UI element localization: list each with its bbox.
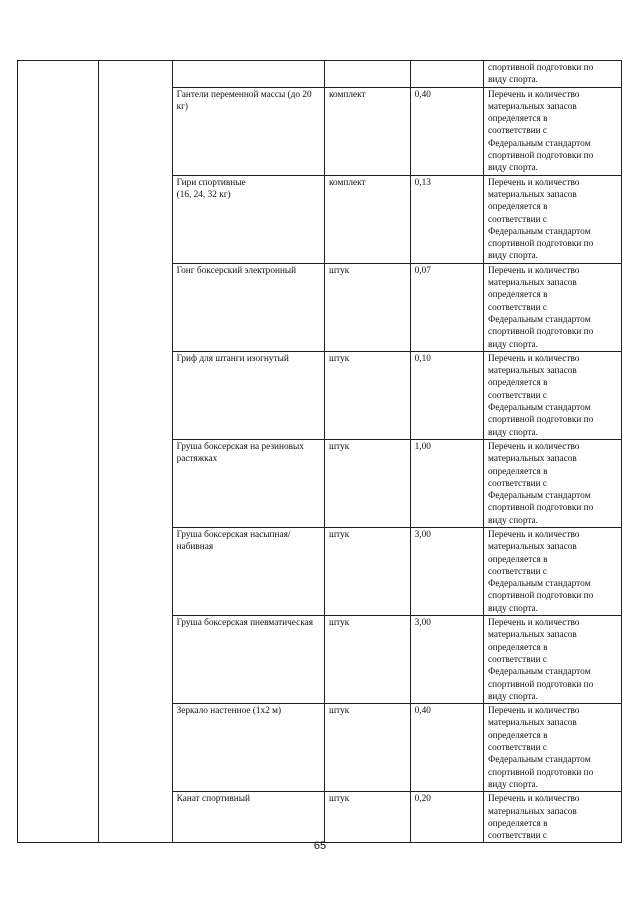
cell-note: Перечень и количество материальных запасов определяется в соответствии с Федеральным стандартом спортивной подготовки по виду спорта. xyxy=(484,263,622,351)
cell-qty: 3,00 xyxy=(410,527,483,615)
cell-note: Перечень и количество материальных запасов определяется в соответствии с xyxy=(484,792,622,843)
cell-note: спортивной подготовки по виду спорта. xyxy=(484,61,622,88)
cell-qty: 0,40 xyxy=(410,87,483,175)
cell-note: Перечень и количество материальных запасов определяется в соответствии с Федеральным стандартом спортивной подготовки по виду спорта. xyxy=(484,616,622,704)
cell-qty: 0,13 xyxy=(410,175,483,263)
cell-unit: комплект xyxy=(324,175,410,263)
cell-note: Перечень и количество материальных запасов определяется в соответствии с Федеральным стандартом спортивной подготовки по виду спорта. xyxy=(484,87,622,175)
cell-unit: штук xyxy=(324,439,410,527)
page-number: 65 xyxy=(313,840,327,852)
cell-qty: 1,00 xyxy=(410,439,483,527)
merged-cell-col1 xyxy=(18,61,99,843)
cell-unit: штук xyxy=(324,351,410,439)
cell-name: Гири спортивные (16, 24, 32 кг) xyxy=(172,175,324,263)
cell-name: Груша боксерская насыпная/набивная xyxy=(172,527,324,615)
cell-name: Зеркало настенное (1х2 м) xyxy=(172,704,324,792)
cell-name xyxy=(172,61,324,88)
cell-note: Перечень и количество материальных запасов определяется в соответствии с Федеральным стандартом спортивной подготовки по виду спорта. xyxy=(484,439,622,527)
cell-qty: 0,10 xyxy=(410,351,483,439)
cell-unit: штук xyxy=(324,527,410,615)
cell-qty xyxy=(410,61,483,88)
cell-note: Перечень и количество материальных запасов определяется в соответствии с Федеральным стандартом спортивной подготовки по виду спорта. xyxy=(484,527,622,615)
cell-unit: штук xyxy=(324,704,410,792)
cell-name: Груша боксерская на резиновых растяжках xyxy=(172,439,324,527)
cell-note: Перечень и количество материальных запасов определяется в соответствии с Федеральным стандартом спортивной подготовки по виду спорта. xyxy=(484,175,622,263)
cell-qty: 3,00 xyxy=(410,616,483,704)
cell-unit: штук xyxy=(324,616,410,704)
cell-note: Перечень и количество материальных запасов определяется в соответствии с Федеральным стандартом спортивной подготовки по виду спорта. xyxy=(484,351,622,439)
cell-name: Канат спортивный xyxy=(172,792,324,843)
equipment-table xyxy=(17,60,622,843)
cell-note: Перечень и количество материальных запасов определяется в соответствии с Федеральным стандартом спортивной подготовки по виду спорта. xyxy=(484,704,622,792)
cell-unit xyxy=(324,61,410,88)
cell-name: Груша боксерская пневматическая xyxy=(172,616,324,704)
cell-unit: штук xyxy=(324,263,410,351)
cell-name: Гриф для штанги изогнутый xyxy=(172,351,324,439)
merged-cell-col2 xyxy=(99,61,172,843)
cell-name: Гантели переменной массы (до 20 кг) xyxy=(172,87,324,175)
cell-qty: 0,40 xyxy=(410,704,483,792)
cell-unit: комплект xyxy=(324,87,410,175)
cell-qty: 0,07 xyxy=(410,263,483,351)
table-row-continued xyxy=(18,61,622,88)
cell-unit: штук xyxy=(324,792,410,843)
cell-name: Гонг боксерский электронный xyxy=(172,263,324,351)
cell-qty: 0,20 xyxy=(410,792,483,843)
